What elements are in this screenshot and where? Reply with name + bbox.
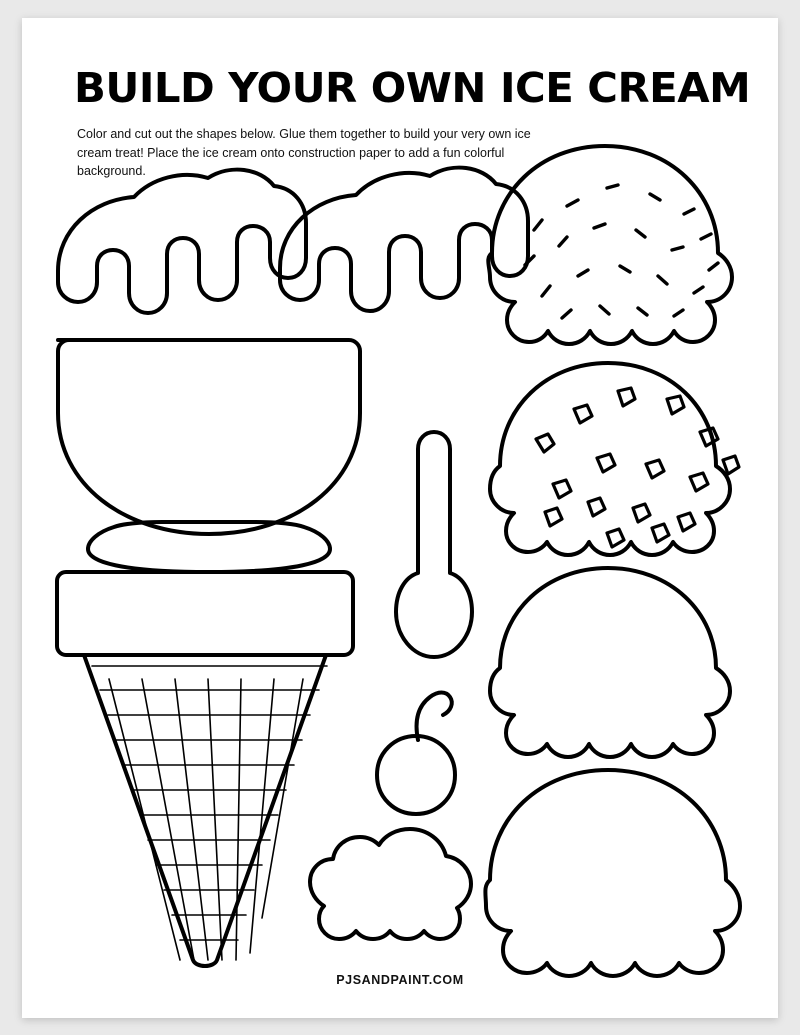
cherry[interactable] [375,690,457,816]
bowl[interactable] [56,338,362,574]
paper-sheet [22,18,778,1018]
scoop-sprinkles[interactable] [488,144,734,346]
footer-watermark: PJSANDPAINT.COM [336,973,464,987]
spoon[interactable] [394,430,474,660]
scoop-plain-large[interactable] [484,768,742,978]
scoop-chocolate-chunks[interactable] [488,361,732,557]
instructions-text: Color and cut out the shapes below. Glue them together to build your very own ice cream treat! Place the ice cream onto construction paper to add a fun colorful background. [77,127,531,178]
whipped-cream[interactable] [308,827,473,941]
scoop-plain-small[interactable] [488,566,732,760]
drip-topping-left[interactable] [58,168,308,316]
page-title: BUILD YOUR OWN ICE CREAM [74,64,751,112]
